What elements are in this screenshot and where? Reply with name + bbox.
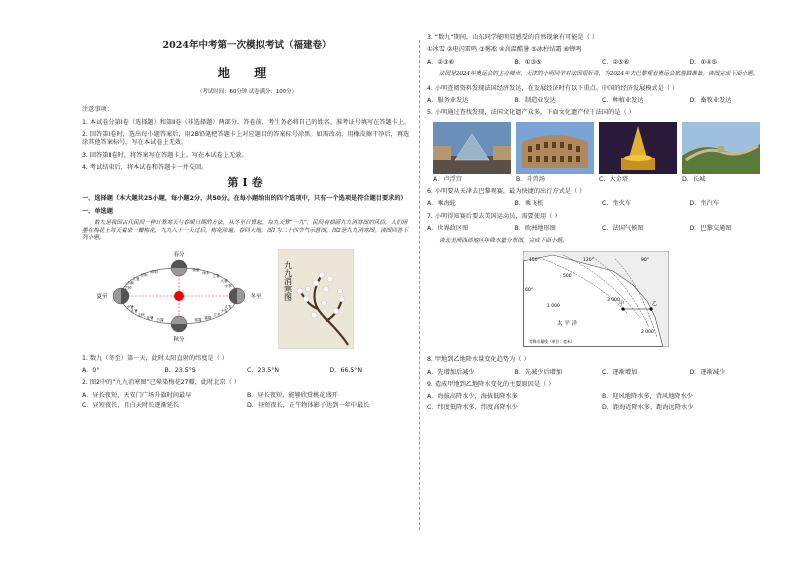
point-yi: 乙 xyxy=(652,301,658,308)
earth-spring xyxy=(171,260,187,276)
note-item: 2. 回答第Ⅰ卷时，选出每小题答案后，用2B铅笔把答题卡上对应题目的答案标号涂黑。如需改动，用橡皮擦干净后，再选涂其他答案标号。写在本试卷上无效。 xyxy=(82,131,410,147)
term-label: 处暑 xyxy=(146,315,154,320)
q4-option-d[interactable]: D．畜牧业发达 xyxy=(689,96,732,104)
q8-option-a[interactable]: A．先增加后减少 xyxy=(427,368,475,376)
term-label: 小暑 xyxy=(126,304,134,309)
passage-3: 读北美洲西部地区年降水量分布图，完成下面小题。 xyxy=(439,237,568,244)
heritage-photos xyxy=(433,122,777,174)
term-label: 立冬 xyxy=(213,312,221,317)
q4-option-b[interactable]: B．制造业发达 xyxy=(514,96,556,104)
colosseum-photo xyxy=(516,122,594,174)
term-label: 大寒 xyxy=(220,278,228,283)
q2-stem: 2. 图2中的“九九消寒图”已晕染梅花27瓣，此时北京（ ） xyxy=(82,379,240,387)
passage-2: 法国是2024年奥运会的主办城市，天津的小明同学对法国很好奇，为2024年去巴黎观看奥运会旅游做准备。读图完成下面小题。 xyxy=(439,71,759,78)
q3-options xyxy=(427,59,777,67)
term-label: 大暑 xyxy=(130,308,138,313)
q5-option-d[interactable]: D．长城 xyxy=(682,175,706,183)
precipitation-map xyxy=(523,251,669,347)
precip-map-box xyxy=(523,251,777,350)
q8-options xyxy=(427,369,777,377)
notes-heading: 注意事项： xyxy=(82,106,113,114)
point-jia-marker xyxy=(621,307,624,310)
left-column xyxy=(82,34,412,414)
section-title: 第Ⅰ卷 xyxy=(227,176,267,190)
q4-option-c[interactable]: C．种植业发达 xyxy=(602,96,644,104)
q1-stem: 1. 数九（冬至）第一天，此时太阳直射的纬度是（ ） xyxy=(82,354,228,362)
label-autumn: 秋分 xyxy=(173,336,185,343)
column-divider xyxy=(419,40,420,530)
q5-options xyxy=(433,176,777,184)
q6-options xyxy=(427,200,777,208)
lon-label: 120° xyxy=(583,258,594,264)
note-item: 4. 考试结束后，将本试卷和答题卡一并交回。 xyxy=(82,164,208,172)
ocean-label: 太 平 洋 xyxy=(557,321,577,328)
label-winter: 冬至 xyxy=(250,293,262,300)
right-column xyxy=(427,34,777,416)
term-label: 大雪 xyxy=(224,304,232,309)
isohyet-label: 500 xyxy=(563,274,572,280)
q9-options xyxy=(427,393,777,412)
term-label: 立春 xyxy=(212,273,220,278)
term-label: 霜降 xyxy=(204,315,212,320)
q9-option-c[interactable]: C．纬度低降水多，纬度高降水少 xyxy=(427,403,518,411)
isohyet-label: 2 000 xyxy=(641,330,654,336)
q6-stem: 6. 小明要从天津去巴黎观赛，最为快捷的出行方式是（ ） xyxy=(427,188,586,196)
q3-option-b[interactable]: B．①③⑤ xyxy=(514,58,542,66)
isohyet-label: 1 000 xyxy=(547,304,560,310)
great-wall-photo xyxy=(682,122,760,174)
point-yi-marker xyxy=(649,307,652,310)
term-label: 立秋 xyxy=(137,312,145,317)
q2-options xyxy=(82,392,412,411)
q7-stem: 7. 小明得知赛后要去美国运动员，需要使用（ ） xyxy=(427,212,561,220)
golden-pagoda-photo xyxy=(599,122,677,174)
point-jia: 甲 xyxy=(619,301,625,308)
q5-option-c[interactable]: C．大金塔 xyxy=(599,175,629,183)
map-legend: 等降水量线（单位：毫米） xyxy=(529,339,575,345)
term-label: 寒露 xyxy=(194,317,202,322)
q9-option-a[interactable]: A．海拔高降水少，海拔低降水多 xyxy=(427,393,518,401)
louvre-photo xyxy=(433,122,511,174)
subject-title: 地 理 xyxy=(217,65,277,80)
q2-option-b[interactable]: B．昼长夜短，能够欣赏桃花盛开 xyxy=(247,391,338,399)
q5-option-b[interactable]: B．斗兽场 xyxy=(516,175,545,183)
term-label: 白露 xyxy=(156,317,164,322)
q3-items: ①冰雪 ②电闪雷鸣 ③雾凇 ④高温酷暑 ⑤冰柱结霜 ⑥蝉鸣 xyxy=(427,46,582,54)
q9-option-d[interactable]: D．距海近降水多，距海远降水少 xyxy=(602,403,694,411)
q2-option-a[interactable]: A．昼长夜短，天安门广场升旗时间最早 xyxy=(82,391,192,399)
q3-stem: 3. “数九”期间，山东同学能明显感受的自然现象有可能是（ ） xyxy=(427,34,598,41)
q6-option-c[interactable]: C．坐火车 xyxy=(602,200,632,208)
chart-title: 九九消寒图 xyxy=(283,260,293,301)
q8-option-c[interactable]: C．逐渐增加 xyxy=(602,368,638,376)
term-label: 小雪 xyxy=(220,308,228,313)
term-label: 立夏 xyxy=(132,276,140,281)
earth-winter xyxy=(229,288,245,304)
q9-option-b[interactable]: B．迎风地降水多，背风地降水少 xyxy=(602,393,693,401)
q7-option-a[interactable]: A．世界政区图 xyxy=(427,225,469,233)
term-label: 谷雨 xyxy=(140,272,148,277)
q7-option-d[interactable]: D．巴黎交通图 xyxy=(689,225,732,233)
q1-option-b[interactable]: B．23.5°S xyxy=(164,367,196,375)
q7-option-c[interactable]: C．法国气候图 xyxy=(602,225,644,233)
q3-option-c[interactable]: C．②⑤⑥ xyxy=(602,58,630,66)
note-item: 3. 回答第Ⅱ卷时，将答案写在答题卡上。写在本试卷上无效。 xyxy=(82,151,248,159)
section-subheading: 一、单选题 xyxy=(82,207,113,215)
q6-option-d[interactable]: D．坐汽车 xyxy=(689,200,720,208)
q5-option-a[interactable]: A．卢浮宫 xyxy=(433,175,462,183)
term-label: 小满 xyxy=(126,280,134,285)
earth-autumn xyxy=(171,316,187,332)
term-label: 清明 xyxy=(150,269,158,274)
q4-option-a[interactable]: A．服务业发达 xyxy=(427,96,469,104)
term-label: 芒种 xyxy=(124,285,132,290)
q1-option-c[interactable]: C．23.5°N xyxy=(247,367,280,375)
sun-icon xyxy=(174,291,184,301)
lon-label: 150° xyxy=(529,258,540,264)
q2-option-c[interactable]: C．昼短夜长，且白天时长逐渐延长 xyxy=(82,402,180,410)
label-summer: 夏至 xyxy=(96,293,108,300)
q5-stem: 5. 小明通过查找发现，法国文化遗产众多，下面文化遗产位于法国的是（ ） xyxy=(427,109,635,117)
plum-blossom-chart xyxy=(278,249,354,349)
term-label: 雨水 xyxy=(202,270,210,275)
q6-option-b[interactable]: B．乘飞机 xyxy=(514,200,544,208)
q8-stem: 8. 甲地到乙地降水量变化趋势为（ ） xyxy=(427,356,530,364)
q1-option-d[interactable]: D．66.5°N xyxy=(329,367,362,375)
exam-meta: （考试时间：60分钟 试卷满分：100分） xyxy=(197,89,297,95)
q4-options xyxy=(427,97,777,105)
earth-summer xyxy=(113,288,129,304)
q7-option-b[interactable]: B．欧洲地形图 xyxy=(514,225,556,233)
passage-1: 数九是我国古代民间一种计算寒天与春暖日期的方法，从冬至日算起，每九天算“一九”，民间有描画九九消寒图的风俗，人们用墨在梅花上每天着染一瓣梅花，九九八十一天过后，梅花涂遍，春回大地。图1为二十四节气示意图，图2是九九消寒图。读图回答下列小题。 xyxy=(82,220,408,242)
q1-options xyxy=(82,367,412,375)
solar-terms-diagram xyxy=(94,249,264,344)
q3-option-d[interactable]: D．①④⑤ xyxy=(689,58,718,66)
label-spring: 春分 xyxy=(173,251,185,258)
q9-stem: 9. 造成甲地到乙地降水变化的主要原因是（ ） xyxy=(427,381,555,389)
q2-option-d[interactable]: D．昼短夜长，正午物体影子达到一年中最长 xyxy=(247,402,370,410)
isohyet-label: 3 000 xyxy=(607,298,620,304)
q8-option-b[interactable]: B．先减少后增加 xyxy=(514,368,563,376)
figure-row xyxy=(94,249,412,349)
q7-options xyxy=(427,225,777,233)
lon-label: 90° xyxy=(641,258,649,264)
q1-option-a[interactable]: A．0° xyxy=(82,367,100,375)
q3-option-a[interactable]: A．②③⑥ xyxy=(427,58,455,66)
lat-label: 60° xyxy=(525,288,533,294)
q4-stem: 4. 小明查阅资料发现法国经济发达，在发展经济时有以下重点。中国的经济发展模式是（ ） xyxy=(427,84,679,92)
section-instruction: 一、选择题（本大题共25小题，每小题2分，共50分。在每小题给出的四个选项中，只有一个选项是符合题目要求的） xyxy=(82,195,407,203)
term-label: 惊蛰 xyxy=(192,267,200,272)
q8-option-d[interactable]: D．逐渐减少 xyxy=(689,368,726,376)
q6-option-a[interactable]: A．乘海轮 xyxy=(427,200,456,208)
note-item: 1. 本试卷分第Ⅰ卷（选择题）和第Ⅱ卷（非选择题）两部分。答卷前，考生务必将自己的姓名、准考证号填写在答题卡上。 xyxy=(82,118,411,126)
term-label: 小寒 xyxy=(224,283,232,288)
exam-title: 2024年中考第一次模拟考试（福建卷） xyxy=(162,40,332,51)
